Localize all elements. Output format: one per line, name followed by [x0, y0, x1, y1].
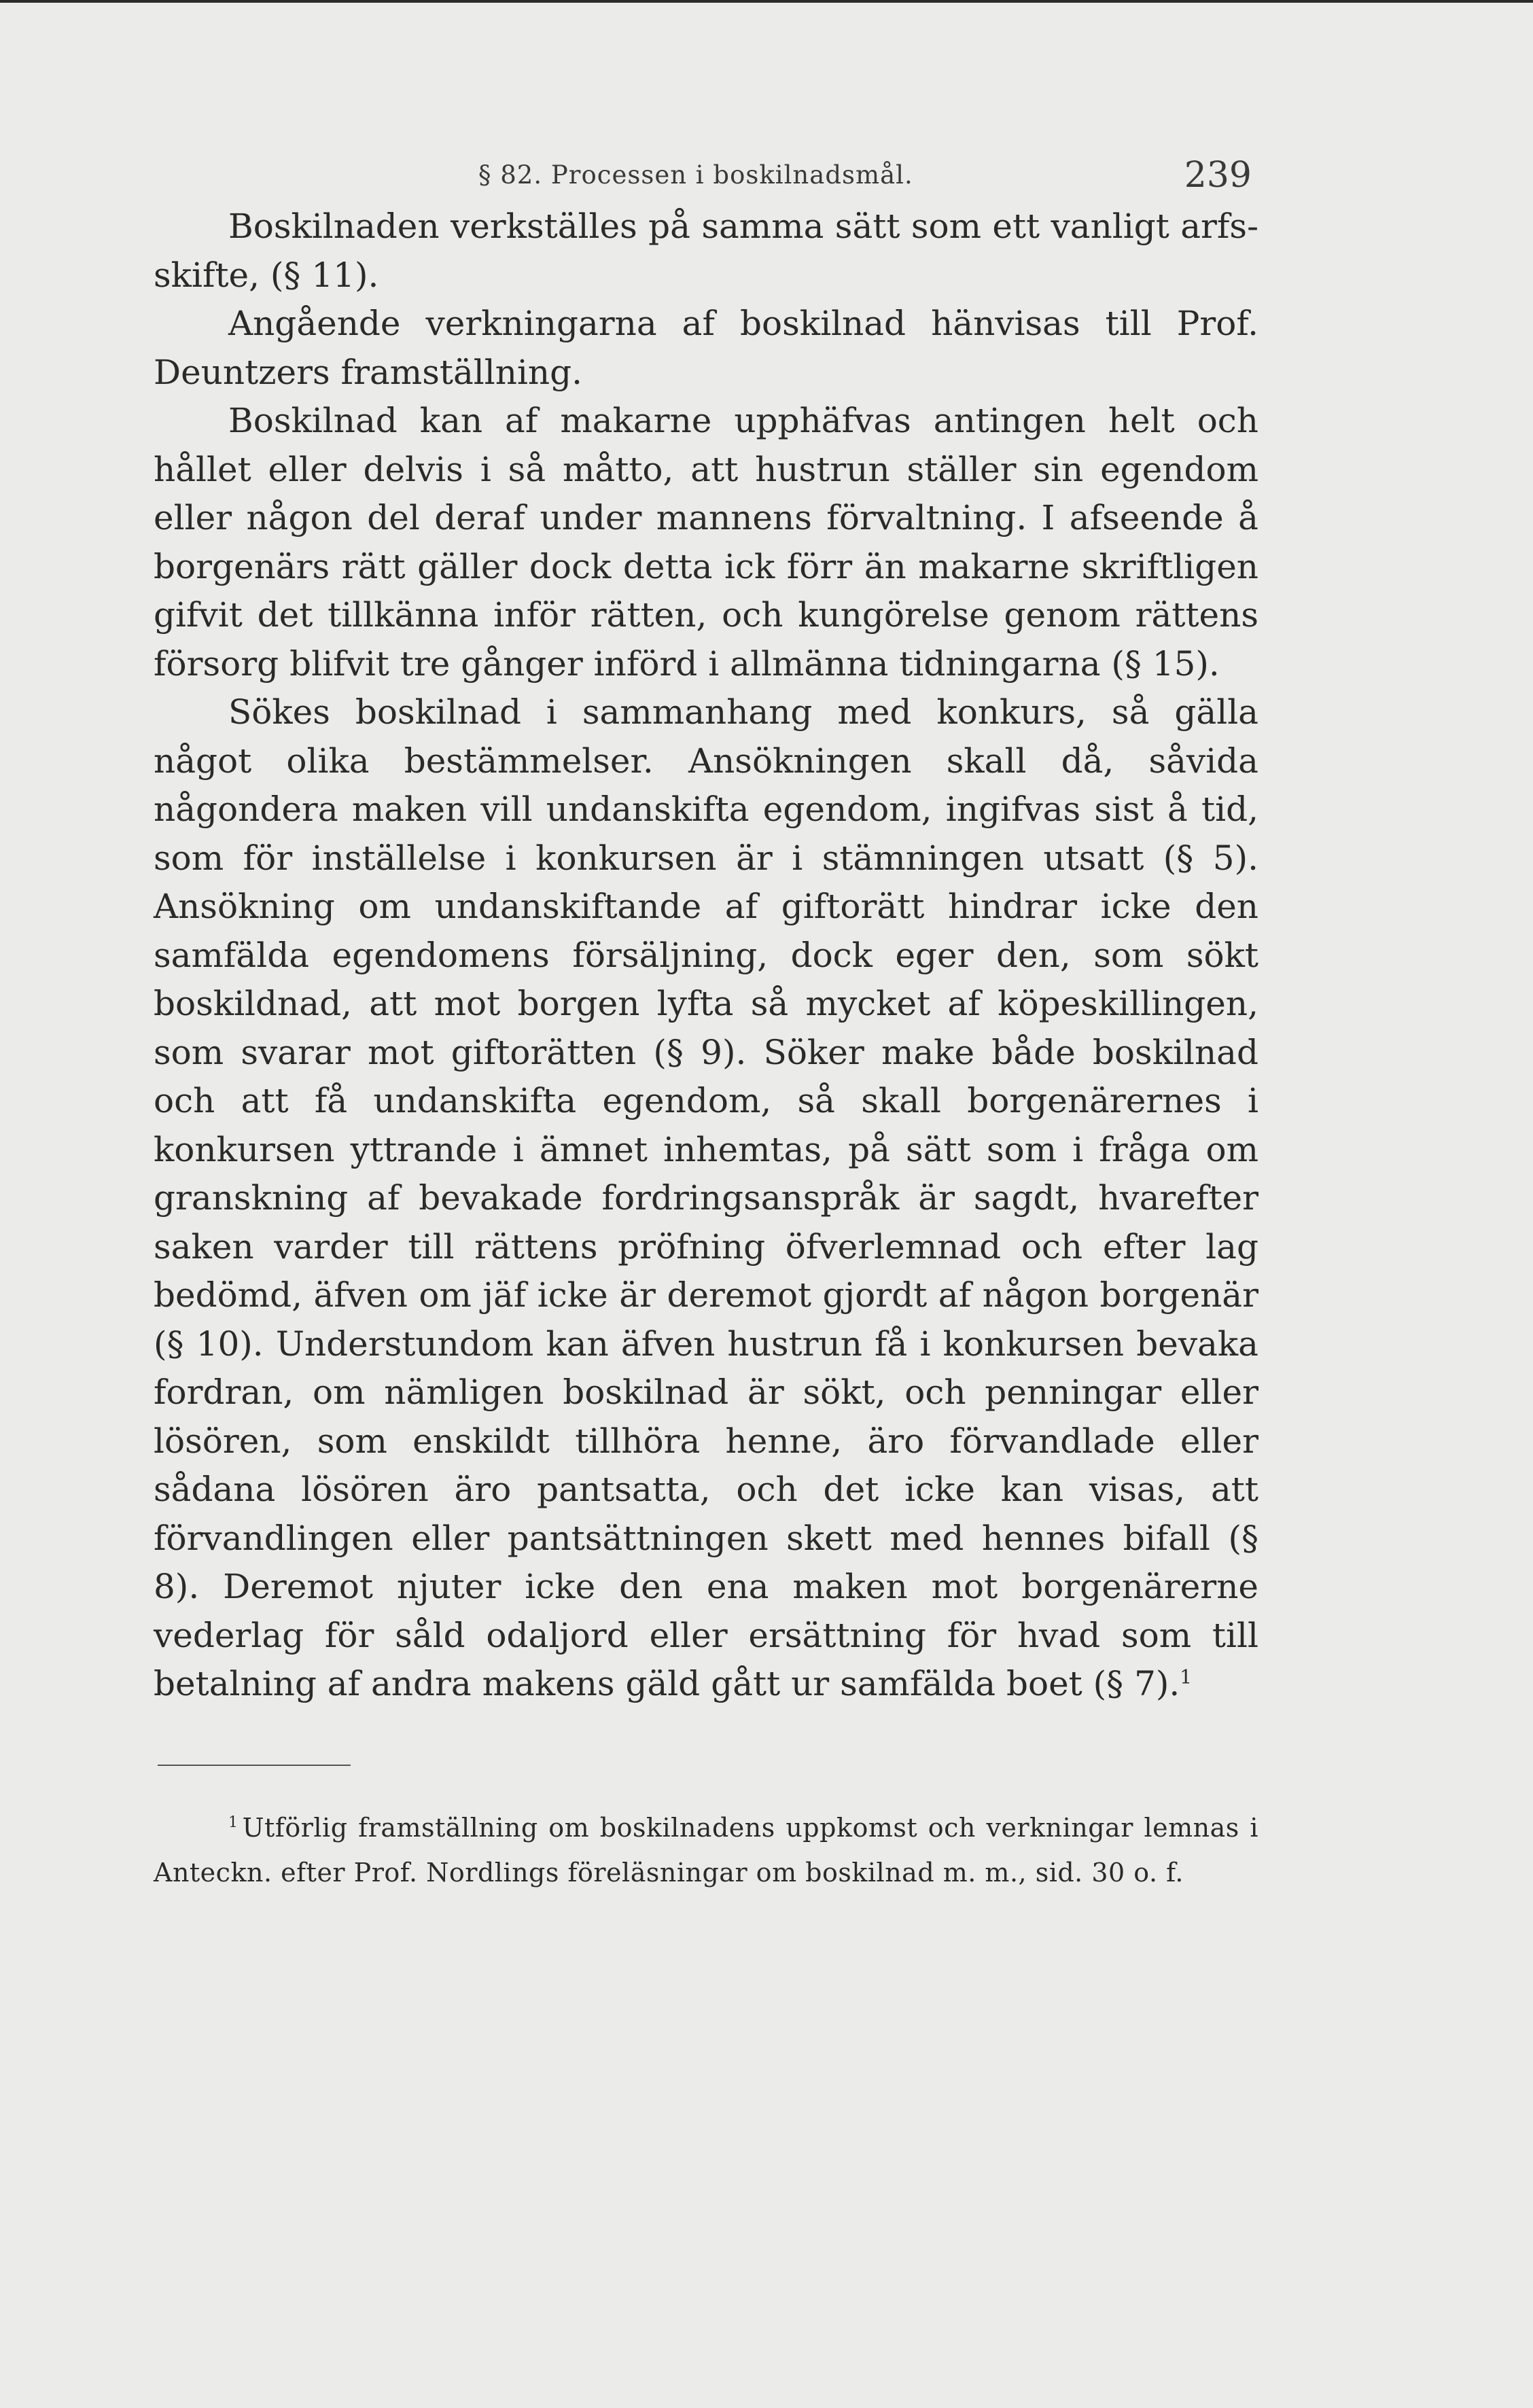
footnote-text: Utförlig framställning om boskilnadens uppkomst och verkningar lemnas i Anteckn. efter Prof. Nordlings föreläsningar om boskilnad m. m., sid. 30 o. f.: [154, 1812, 1258, 1888]
section-title: § 82. Processen i boskilnadsmål.: [478, 160, 913, 190]
footnote-divider: [158, 1765, 351, 1766]
book-page: [154, 155, 1258, 1895]
paragraph: Boskilnaden verkställes på samma sätt som ett vanligt arfsskifte, (§ 11).: [154, 207, 1258, 295]
page-number: 239: [1184, 155, 1252, 196]
footnote-marker: 1: [228, 1813, 239, 1831]
paragraph: Boskilnad kan af makarne upphäfvas antingen helt och hållet eller delvis i så måtto, att hustrun ställer sin egendom eller någon del deraf under mannens förvaltning. I afseende å borgenärs rätt gäller dock detta ick förr än makarne skriftligen gifvit det tillkänna inför rätten, och kungörelse genom rättens försorg blifvit tre gånger införd i allmänna tidningarna (§ 15).: [154, 401, 1258, 684]
body-text: [154, 202, 1258, 1709]
paragraph-text: Sökes boskilnad i sammanhang med konkurs, så gälla något olika bestämmelser. Ansökningen skall då, såvida någondera maken vill undanskifta egendom, ingifvas sist å tid, som för inställelse i konkursen är i stämningen utsatt (§ 5). Ansökning om undanskiftande af giftorätt hindrar icke den samfälda egendomens försäljning, dock eger den, som sökt boskildnad, att mot borgen lyfta så mycket af köpeskillingen, som svarar mot giftorätten (§ 9). Söker make både boskilnad och att få undanskifta egendom, så skall borgenärernes i konkursen yttrande i ämnet inhemtas, på sätt som i fråga om granskning af bevakade fordringsanspråk är sagdt, hvarefter saken varder till rättens pröfning öfverlemnad och efter lag bedömd, äfven om jäf icke är deremot gjordt af någon borgenär (§ 10). Understundom kan äfven hustrun få i konkursen bevaka fordran, om nämligen boskilnad är sökt, och penningar eller lösören, som enskildt tillhöra henne, äro förvandlade eller sådana lösören äro pantsatta, och det icke kan visas, att förvandlingen eller pantsättningen skett med hennes bifall (§ 8). Deremot njuter icke den ena maken mot borgenärerne vederlag för såld odaljord eller ersättning för hvad som till betalning af andra makens gäld gått ur samfälda boet (§ 7).: [154, 692, 1258, 1703]
footnote: [154, 1805, 1258, 1895]
footnote-reference: 1: [1180, 1665, 1193, 1688]
paragraph: Angående verkningarna af boskilnad hänvisas till Prof. Deuntzers framställning.: [154, 304, 1258, 392]
scan-top-edge: [0, 0, 1533, 3]
paragraph: [154, 688, 1258, 1709]
running-head: [154, 155, 1258, 202]
